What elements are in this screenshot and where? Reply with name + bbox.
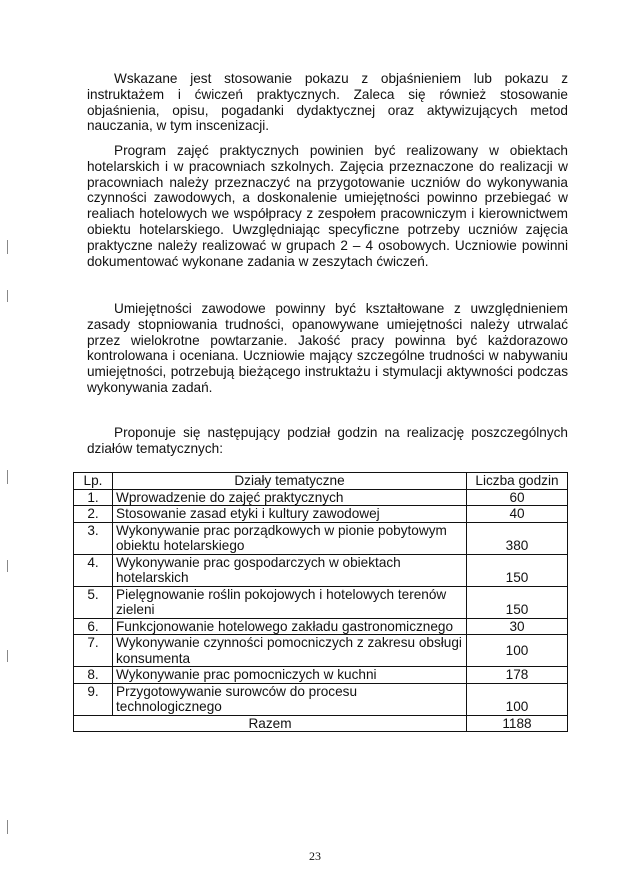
header-lp: Lp. bbox=[74, 473, 113, 490]
row-section: Wykonywanie prac pomocniczych w kuchni bbox=[113, 667, 467, 684]
margin-mark bbox=[7, 240, 8, 254]
table-row bbox=[74, 554, 568, 586]
row-section: Wykonywanie prac gospodarczych w obiektach hotelarskich bbox=[113, 554, 467, 586]
table-row bbox=[74, 618, 568, 635]
row-hours: 150 bbox=[467, 554, 568, 586]
row-hours: 380 bbox=[467, 522, 568, 554]
row-section: Pielęgnowanie roślin pokojowych i hotelowych terenów zieleni bbox=[113, 586, 467, 618]
row-number: 8. bbox=[74, 667, 113, 684]
row-section: Przygotowywanie surowców do procesu technologicznego bbox=[113, 683, 467, 715]
margin-mark bbox=[7, 470, 8, 484]
row-hours: 60 bbox=[467, 489, 568, 506]
table-row bbox=[74, 489, 568, 506]
table-row bbox=[74, 506, 568, 523]
row-section: Wykonywanie prac porządkowych w pionie pobytowym obiektu hotelarskiego bbox=[113, 522, 467, 554]
row-number: 4. bbox=[74, 554, 113, 586]
row-number: 1. bbox=[74, 489, 113, 506]
total-hours: 1188 bbox=[467, 715, 568, 732]
table-row bbox=[74, 635, 568, 667]
table-row bbox=[74, 586, 568, 618]
row-hours: 100 bbox=[467, 683, 568, 715]
table-header-row bbox=[74, 473, 568, 490]
table-total-row bbox=[74, 715, 568, 732]
table-row bbox=[74, 522, 568, 554]
row-hours: 40 bbox=[467, 506, 568, 523]
row-hours: 100 bbox=[467, 635, 568, 667]
paragraph-program: Program zajęć praktycznych powinien być realizowany w obiektach hotelarskich i w pracowniach szkolnych. Zajęcia przeznaczone do realizacji w pracowniach należy przeznaczyć na przygotowanie uczniów do wykonywania czynności zawodowych, a doskonalenie umiejętności powinno przebiegać w realiach hotelowych we współpracy z zespołem pracowniczym i kierownictwem obiektu hotelarskiego. Uwzględniając specyficzne potrzeby uczniów zajęcia praktyczne należy realizować w grupach 2 – 4 osobowych. Uczniowie powinni dokumentować wykonane zadania w zeszytach ćwiczeń. bbox=[87, 143, 568, 269]
row-number: 2. bbox=[74, 506, 113, 523]
page-number: 23 bbox=[309, 849, 321, 863]
row-section: Funkcjonowanie hotelowego zakładu gastronomicznego bbox=[113, 618, 467, 635]
row-number: 9. bbox=[74, 683, 113, 715]
paragraph-proposal: Proponuje się następujący podział godzin na realizację poszczególnych działów tematycznych: bbox=[87, 425, 568, 456]
row-number: 6. bbox=[74, 618, 113, 635]
margin-mark bbox=[7, 290, 8, 302]
table-row bbox=[74, 667, 568, 684]
row-hours: 30 bbox=[467, 618, 568, 635]
paragraph-methods: Wskazane jest stosowanie pokazu z objaśnieniem lub pokazu z instruktażem i ćwiczeń praktycznych. Zaleca się również stosowanie objaśnienia, opisu, pogadanki dydaktycznej oraz aktywizujących metod nauczania, w tym inscenizacji. bbox=[87, 71, 568, 134]
header-section: Działy tematyczne bbox=[113, 473, 467, 490]
row-section: Wprowadzenie do zajęć praktycznych bbox=[113, 489, 467, 506]
row-section: Stosowanie zasad etyki i kultury zawodowej bbox=[113, 506, 467, 523]
total-label: Razem bbox=[74, 715, 467, 732]
row-hours: 150 bbox=[467, 586, 568, 618]
header-hours: Liczba godzin bbox=[467, 473, 568, 490]
row-number: 7. bbox=[74, 635, 113, 667]
row-number: 3. bbox=[74, 522, 113, 554]
row-number: 5. bbox=[74, 586, 113, 618]
margin-mark bbox=[7, 560, 8, 572]
table-row bbox=[74, 683, 568, 715]
margin-mark bbox=[7, 650, 8, 662]
hours-table bbox=[73, 472, 568, 732]
row-hours: 178 bbox=[467, 667, 568, 684]
paragraph-skills: Umiejętności zawodowe powinny być kształtowane z uwzględnieniem zasady stopniowania trudności, opanowywane umiejętności należy utrwalać przez wielokrotne powtarzanie. Jakość pracy powinna być każdorazowo kontrolowana i oceniana. Uczniowie mający szczególne trudności w nabywaniu umiejętności, potrzebują bieżącego instruktażu i stymulacji aktywności podczas wykonywania zadań. bbox=[87, 301, 568, 395]
margin-mark bbox=[7, 820, 8, 834]
row-section: Wykonywanie czynności pomocniczych z zakresu obsługi konsumenta bbox=[113, 635, 467, 667]
